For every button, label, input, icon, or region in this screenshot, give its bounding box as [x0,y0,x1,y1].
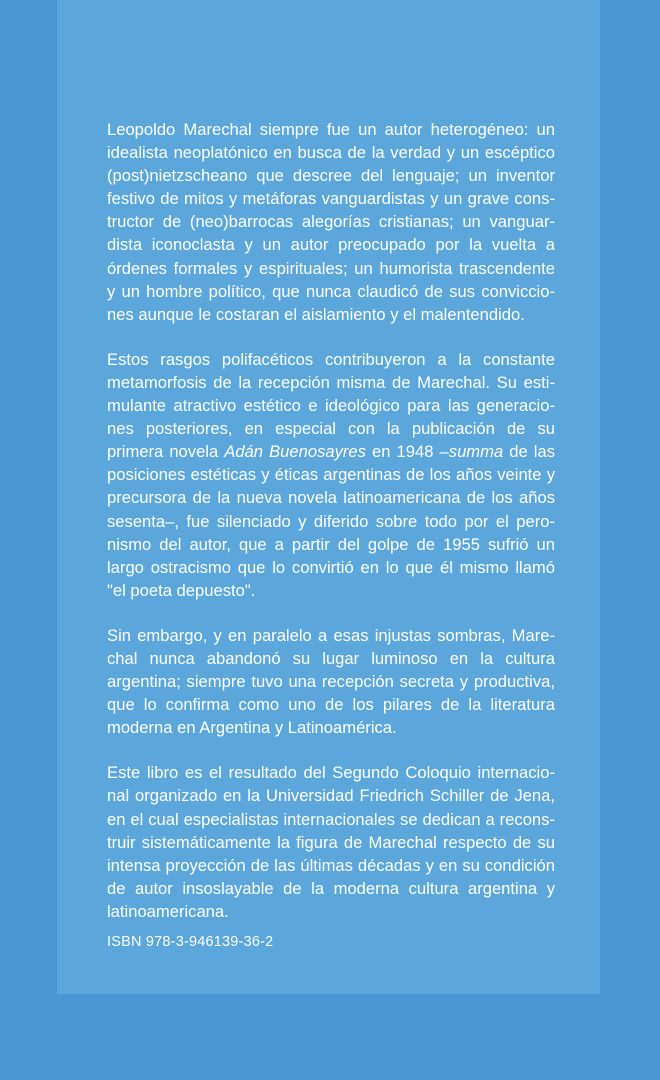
blurb-text [107,118,555,945]
paragraph-2-part-2: en 1948 – [365,442,449,462]
paragraph-2 [107,348,555,602]
paragraph-2-part-1: Estos rasgos polifacéticos contribuyeron a la constante metamorfosis de la recepción misma de Marechal. Su estimulante atractivo estético e ideológico para las generaciones posteriores, en especial con la publicación de su primera novela [107,349,555,462]
isbn-number: ISBN 978-3-946139-36-2 [107,934,274,950]
book-title-adan-buenosayres: Adán Buenosayres [224,442,366,462]
paragraph-2-part-3: de las posiciones estéticas y éticas argentinas de los años veinte y precursora de la nueva novela latinoamericana de los años sesenta–, fue silenciado y diferido sobre todo por el peronismo del autor, que a partir del golpe de 1955 sufrió un largo ostracismo que lo convirtió en lo que él mismo llamó "el poeta depuesto". [107,442,555,600]
paragraph-3: Sin embargo, y en paralelo a esas injustas sombras, Marechal nunca abandonó su lugar luminoso en la cultura argentina; siempre tuvo una recepción secreta y productiva, que lo confirma como uno de los pilares de la literatura moderna en Argentina y Latinoamérica. [107,625,555,738]
summa-word: summa [448,442,504,462]
paragraph-1: Leopoldo Marechal siempre fue un autor heterogéneo: un idealista neoplatónico en busca de la verdad y un escéptico (post)nietzscheano que descree del lenguaje; un inventor festivo de mitos y metáforas vanguardistas y un grave constructor de (neo)barrocas alegorías cristianas; un vanguardista iconoclasta y un autor preocupado por la vuelta a órdenes formales y espirituales; un humorista trascendente y un hombre político, que nunca claudicó de sus convicciones aunque le costaran el aislamiento y el malentendido. [107,120,555,324]
paragraph-4: Este libro es el resultado del Segundo Coloquio internacional organizado en la Universidad Friedrich Schiller de Jena, en el cual especialistas internacionales se dedican a reconstruir sistemáticamente la figura de Marechal respecto de su intensa proyección de las últimas décadas y en su condición de autor insoslayable de la moderna cultura argentina y latinoamericana. [107,763,555,921]
